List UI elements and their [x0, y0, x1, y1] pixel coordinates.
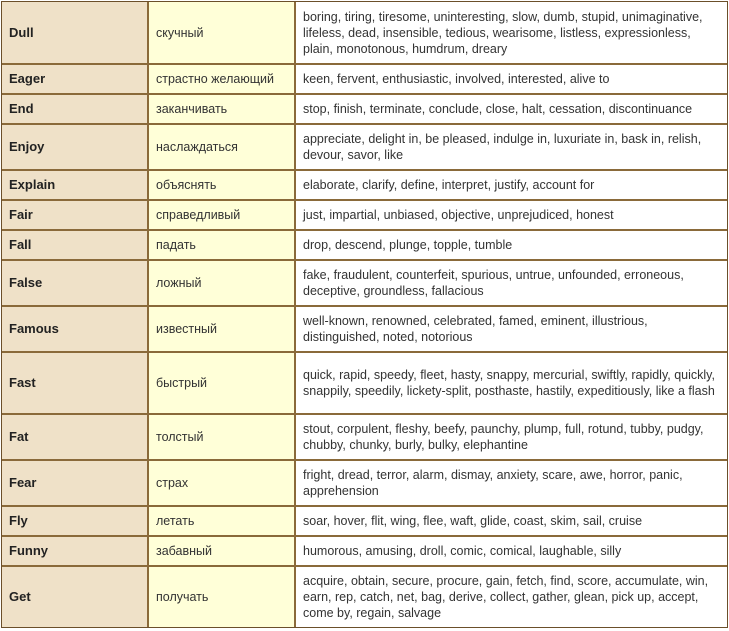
table-row: [2, 307, 727, 353]
synonym-table: [1, 1, 728, 628]
word-cell: Fair: [2, 201, 149, 231]
table-row: [2, 95, 727, 125]
table-row: [2, 171, 727, 201]
word-cell: False: [2, 261, 149, 307]
table-row: [2, 65, 727, 95]
word-cell: End: [2, 95, 149, 125]
word-cell: Get: [2, 567, 149, 627]
translation-cell: скучный: [149, 2, 296, 65]
synonyms-cell: boring, tiring, tiresome, uninteresting, slow, dumb, stupid, unimaginative, lifeless, dead, insensible, tedious, wearisome, listless, expressionless, plain, monotonous, humdrum, dreary: [296, 2, 727, 65]
table-row: [2, 261, 727, 307]
translation-cell: известный: [149, 307, 296, 353]
table-row: [2, 537, 727, 567]
translation-cell: объяснять: [149, 171, 296, 201]
word-cell: Fly: [2, 507, 149, 537]
translation-cell: заканчивать: [149, 95, 296, 125]
synonyms-cell: keen, fervent, enthusiastic, involved, interested, alive to: [296, 65, 727, 95]
word-cell: Enjoy: [2, 125, 149, 171]
synonyms-cell: well-known, renowned, celebrated, famed, eminent, illustrious, distinguished, noted, notorious: [296, 307, 727, 353]
translation-cell: страстно желающий: [149, 65, 296, 95]
synonyms-cell: quick, rapid, speedy, fleet, hasty, snappy, mercurial, swiftly, rapidly, quickly, snappily, speedily, lickety-split, posthaste, hastily, expeditiously, like a flash: [296, 353, 727, 415]
synonyms-cell: acquire, obtain, secure, procure, gain, fetch, find, score, accumulate, win, earn, rep, catch, net, bag, derive, collect, gather, glean, pick up, accept, come by, regain, salvage: [296, 567, 727, 627]
synonyms-cell: just, impartial, unbiased, objective, unprejudiced, honest: [296, 201, 727, 231]
table-row: [2, 567, 727, 627]
table-row: [2, 415, 727, 461]
synonyms-cell: stop, finish, terminate, conclude, close, halt, cessation, discontinuance: [296, 95, 727, 125]
synonyms-cell: appreciate, delight in, be pleased, indulge in, luxuriate in, bask in, relish, devour, savor, like: [296, 125, 727, 171]
table-row: [2, 353, 727, 415]
word-cell: Fall: [2, 231, 149, 261]
word-cell: Fear: [2, 461, 149, 507]
translation-cell: ложный: [149, 261, 296, 307]
translation-cell: наслаждаться: [149, 125, 296, 171]
translation-cell: толстый: [149, 415, 296, 461]
translation-cell: справедливый: [149, 201, 296, 231]
word-cell: Eager: [2, 65, 149, 95]
translation-cell: падать: [149, 231, 296, 261]
translation-cell: забавный: [149, 537, 296, 567]
synonyms-cell: elaborate, clarify, define, interpret, justify, account for: [296, 171, 727, 201]
table-row: [2, 507, 727, 537]
translation-cell: летать: [149, 507, 296, 537]
synonyms-cell: stout, corpulent, fleshy, beefy, paunchy, plump, full, rotund, tubby, pudgy, chubby, chunky, burly, bulky, elephantine: [296, 415, 727, 461]
table-row: [2, 201, 727, 231]
word-cell: Funny: [2, 537, 149, 567]
synonyms-cell: soar, hover, flit, wing, flee, waft, glide, coast, skim, sail, cruise: [296, 507, 727, 537]
word-cell: Fast: [2, 353, 149, 415]
synonyms-cell: drop, descend, plunge, topple, tumble: [296, 231, 727, 261]
word-cell: Dull: [2, 2, 149, 65]
table-row: [2, 461, 727, 507]
table-row: [2, 231, 727, 261]
synonyms-cell: humorous, amusing, droll, comic, comical, laughable, silly: [296, 537, 727, 567]
translation-cell: быстрый: [149, 353, 296, 415]
translation-cell: получать: [149, 567, 296, 627]
table-row: [2, 125, 727, 171]
synonyms-cell: fake, fraudulent, counterfeit, spurious, untrue, unfounded, erroneous, deceptive, groundless, fallacious: [296, 261, 727, 307]
word-cell: Fat: [2, 415, 149, 461]
word-cell: Explain: [2, 171, 149, 201]
word-cell: Famous: [2, 307, 149, 353]
translation-cell: страх: [149, 461, 296, 507]
synonyms-cell: fright, dread, terror, alarm, dismay, anxiety, scare, awe, horror, panic, apprehension: [296, 461, 727, 507]
table-row: [2, 2, 727, 65]
